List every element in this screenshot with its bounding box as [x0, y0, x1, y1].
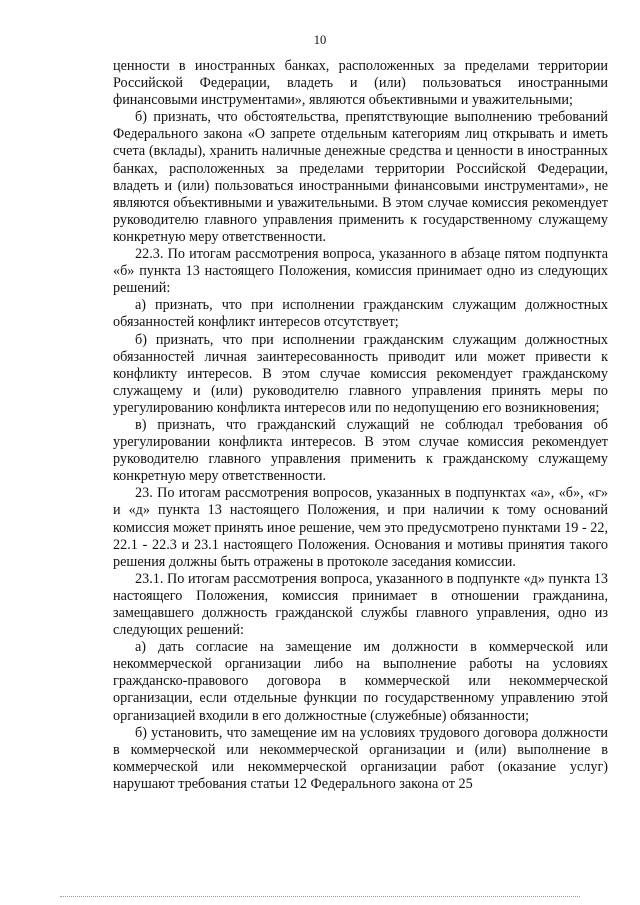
paragraph-22-3: 22.3. По итогам рассмотрения вопроса, указанного в абзаце пятом подпункта «б» пункта 13 настоящего Положения, комиссия принимает одно из следующих решений:	[113, 246, 608, 297]
paragraph-23-1-b: б) установить, что замещение им на условиях трудового договора должности в коммерческой или некоммерческой организации и (или) выполнение в коммерческой или некоммерческой организации работ (оказание услуг) нарушают требования статьи 12 Федерального закона от 25	[113, 724, 608, 792]
paragraph-continuation: ценности в иностранных банках, расположенных за пределами территории Российской Федерации, владеть и (или) пользоваться иностранными финансовыми инструментами», являются объективными и уважительными;	[113, 58, 608, 109]
paragraph-23: 23. По итогам рассмотрения вопросов, указанных в подпунктах «а», «б», «г» и «д» пункта 13 настоящего Положения, и при наличии к тому оснований комиссия может принять иное решение, чем это предусмотрено пунктами 19 - 22, 22.1 - 22.3 и 23.1 настоящего Положения. Основания и мотивы принятия такого решения должны быть отражены в протоколе заседания комиссии.	[113, 485, 608, 570]
paragraph-23-1: 23.1. По итогам рассмотрения вопроса, указанного в подпункте «д» пункта 13 настоящего Положения, комиссия принимает в отношении гражданина, замещавшего должность гражданской службы главного управления, одно из следующих решений:	[113, 570, 608, 639]
document-body	[113, 58, 608, 793]
page-number: 10	[313, 33, 327, 47]
paragraph-22-3-a: а) признать, что при исполнении гражданским служащим должностных обязанностей конфликт интересов отсутствует;	[113, 297, 608, 331]
paragraph-22-2-b: б) признать, что обстоятельства, препятствующие выполнению требований Федерального закона «О запрете отдельным категориям лиц открывать и иметь счета (вклады), хранить наличные денежные средства и ценности в иностранных банках, расположенных за пределами территории Российской Федерации, владеть и (или) пользоваться иностранными финансовыми инструментами», не являются объективными и уважительными. В этом случае комиссия рекомендует руководителю главного управления применить к государственному служащему конкретную меру ответственности.	[113, 109, 608, 245]
scan-edge-line	[60, 896, 580, 897]
paragraph-22-3-v: в) признать, что гражданский служащий не соблюдал требования об урегулировании конфликта интересов. В этом случае комиссия рекомендует руководителю главного управления применить к гражданскому служащему конкретную меру ответственности.	[113, 416, 608, 485]
paragraph-22-3-b: б) признать, что при исполнении гражданским служащим должностных обязанностей личная заинтересованность приводит или может привести к конфликту интересов. В этом случае комиссия рекомендует гражданскому служащему и (или) руководителю главного управления принять меры по урегулированию конфликта интересов или по недопущению его возникновения;	[113, 331, 608, 416]
paragraph-23-1-a: а) дать согласие на замещение им должности в коммерческой или некоммерческой организации либо на выполнение работы на условиях гражданско-правового договора в коммерческой или некоммерческой организации, если отдельные функции по государственному управлению этой организацией входили в его должностные (служебные) обязанности;	[113, 639, 608, 724]
